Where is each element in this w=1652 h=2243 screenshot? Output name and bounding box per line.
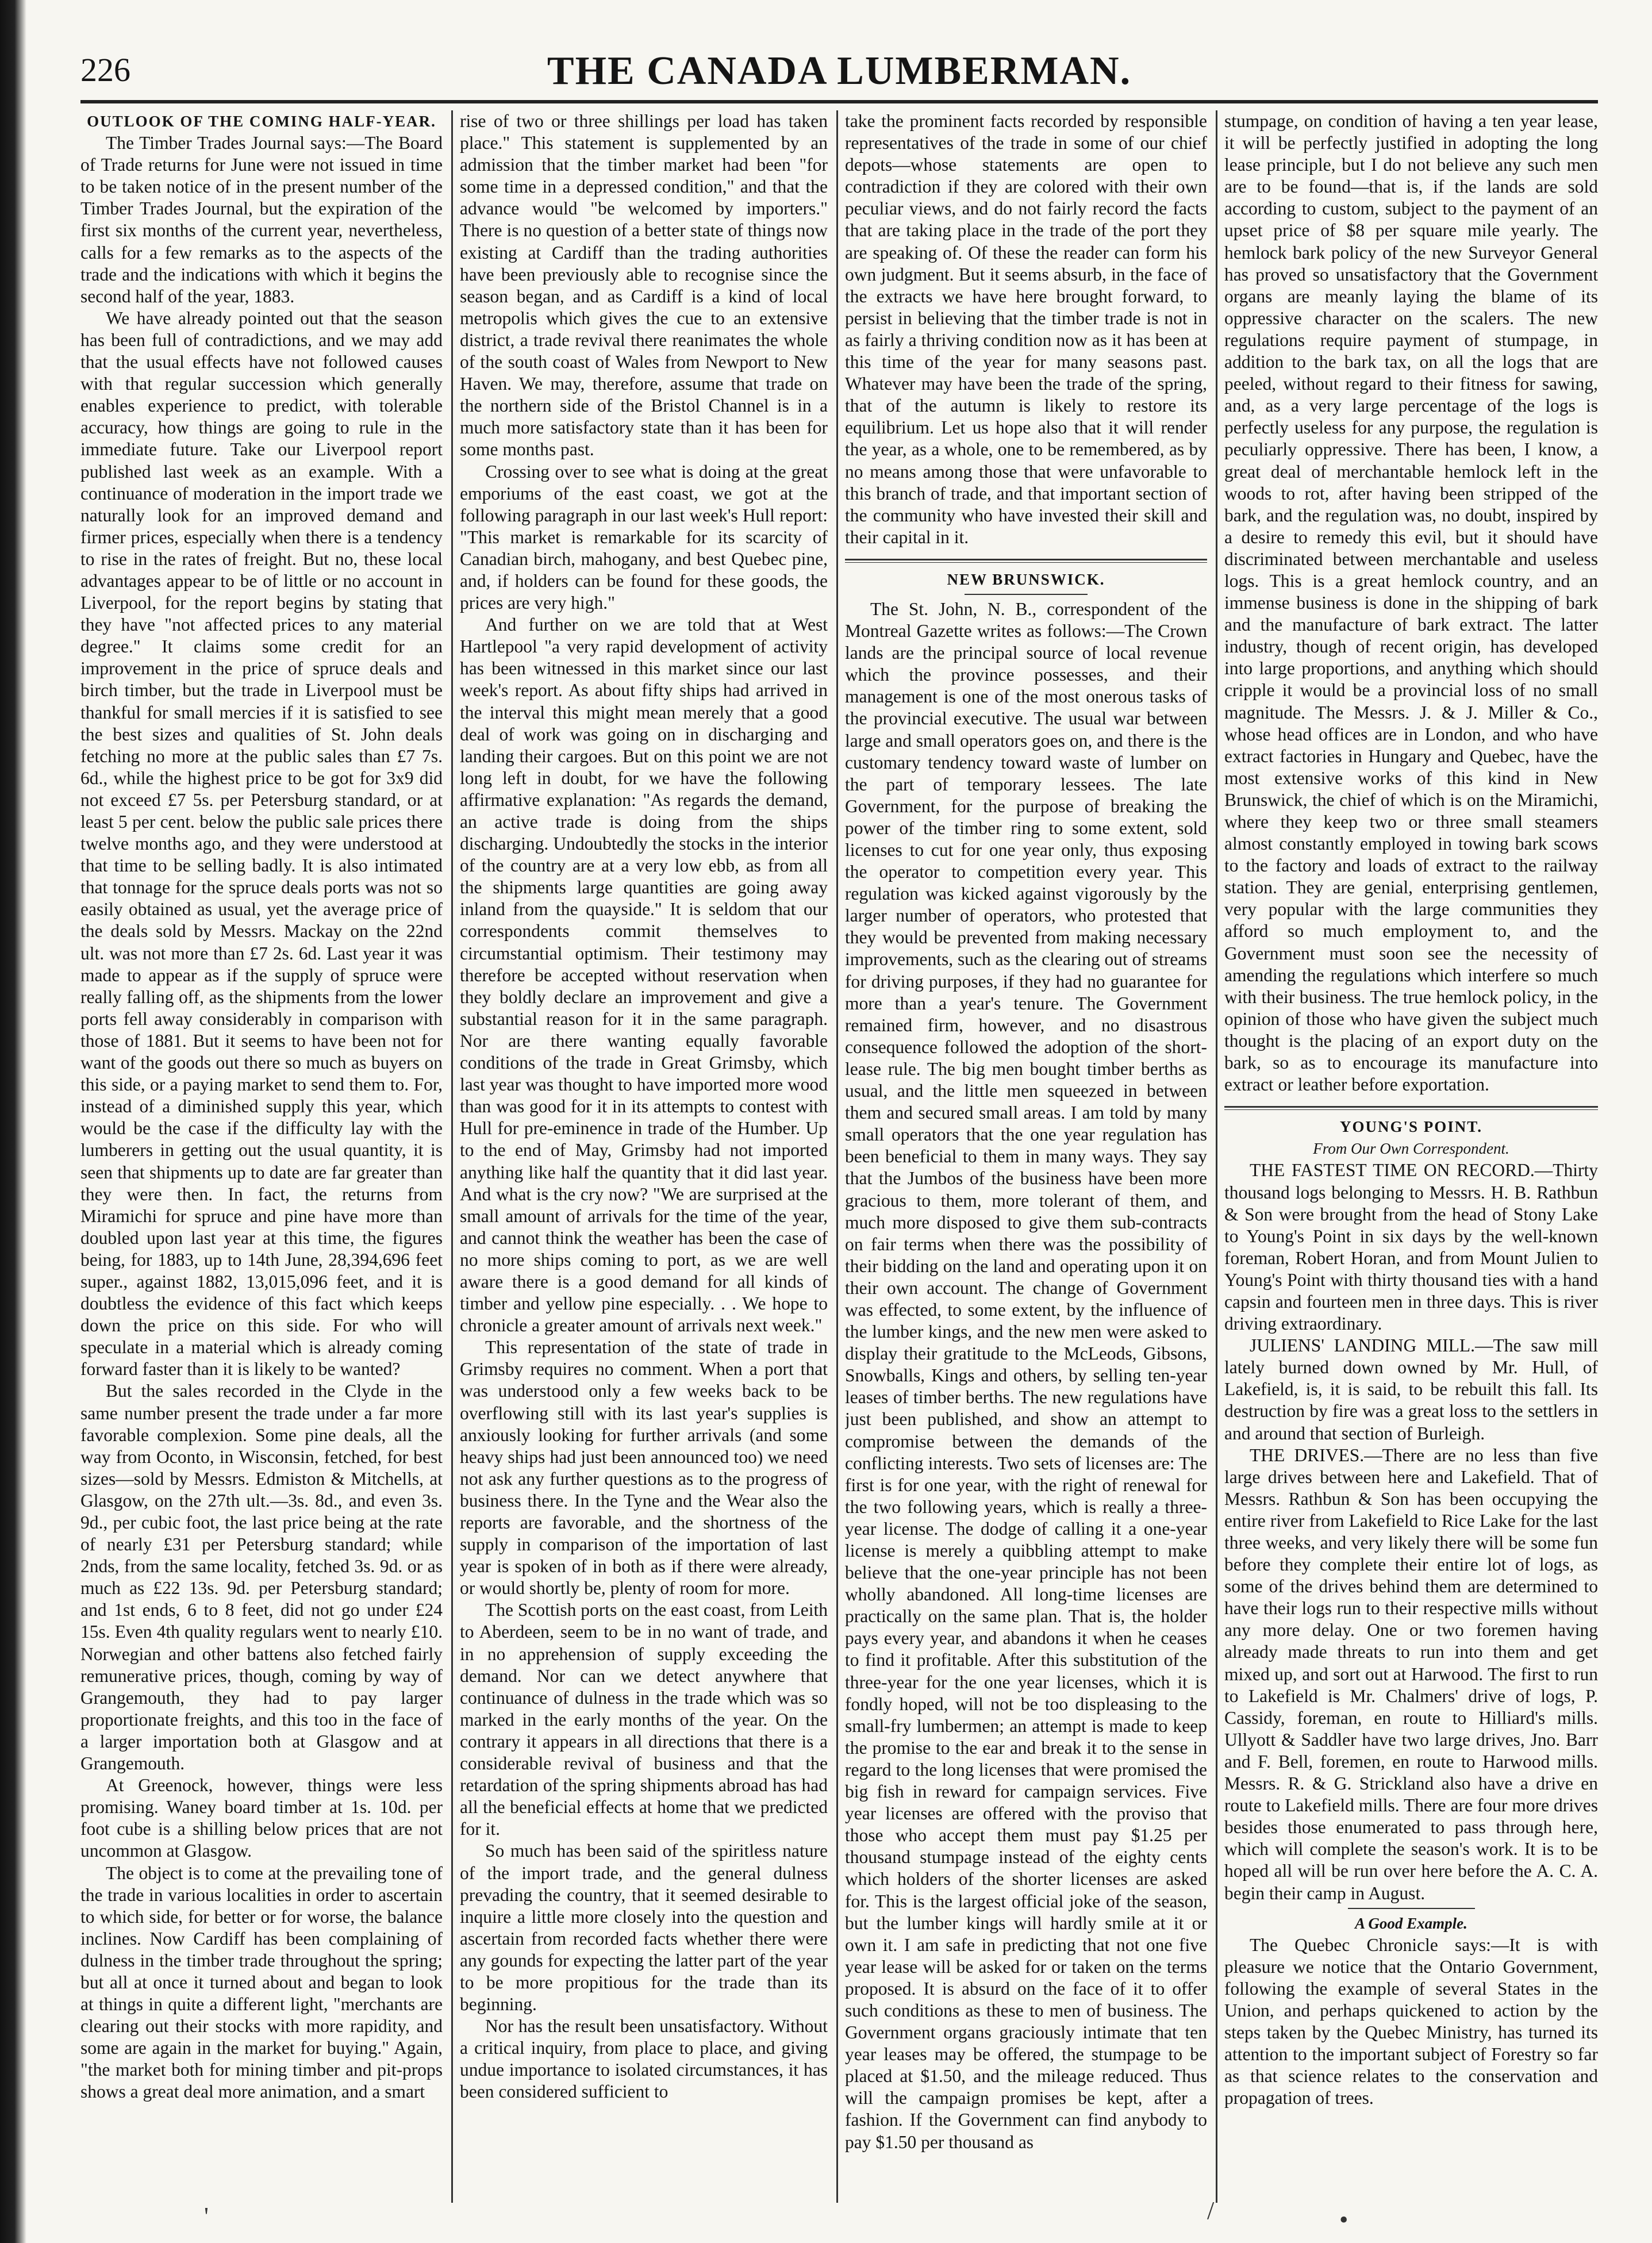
- column-3: [845, 110, 1207, 2214]
- paragraph: THE FASTEST TIME ON RECORD.—Thirty thousand logs belonging to Messrs. H. B. Rathbun & Son were brought from the head of Stony Lake to Young's Point in six days by the well-known foreman, Robert Horan, and from Mount Julien to Young's Point with thirty thousand ties with a hand capsin and fourteen men in three days. This is river driving extraordinary.: [1224, 1160, 1598, 1334]
- footer-mark: /: [1207, 2196, 1215, 2225]
- paragraph: At Greenock, however, things were less promising. Waney board timber at 1s. 10d. per foot cube is a shilling below prices that are not uncommon at Glasgow.: [80, 1775, 443, 1861]
- section-divider: [1224, 1106, 1598, 1110]
- paragraph: We have already pointed out that the season has been full of contradictions, and we may add that the usual effects have not followed causes with that regular succession which generally enables experience to predict, with tolerable accuracy, how things are going to rule in the immediate future. Take our Liverpool report published last week as an example. With a continuance of moderation in the import trade we naturally look for an improved demand and firmer prices, especially when there is a tendency to rise in the rates of freight. But no, these local advantages appear to be of little or no account in Liverpool, for the report begins by stating that they have "not affected prices to any material degree." It claims some credit for an improvement in the price of spruce deals and birch timber, but the trade in Liverpool must be thankful for small mercies if it is satisfied to see the best sizes and qualities of St. John deals fetching no more at the public sales than £7 7s. 6d., while the highest price to be got for 3x9 did not exceed £7 5s. per Petersburg standard, or at least 5 per cent. below the public sale prices there twelve months ago, and they were understood at that time to be selling badly. It is also intimated that tonnage for the spruce deals ports was not so easily obtained as usual, yet the average price of the deals sold by Messrs. Mackay on the 22nd ult. was not more than £7 2s. 6d. Last year it was made to appear as if the supply of spruce were really falling off, as the shipments from the lower ports fell away considerably in comparison with those of 1881. But it seems to have been not for want of the goods out there so much as buyers on this side, or a paying market to send them to. For, instead of a diminished supply this year, which would be the case if the difficulty lay with the lumberers in getting out the usual quantity, it is seen that shipments up to date are far greater than they were then. In fact, the returns from Miramichi for spruce and pine have more than doubled upon last year at this time, the figures being, for 1883, up to 14th June, 28,394,696 feet super., against 1882, 13,015,096 feet, and it is doubtless the evidence of this fact which keeps down the price on this side. For who will speculate in a material which is already coming forward faster than it is likely to be wanted?: [80, 308, 443, 1380]
- paragraph: But the sales recorded in the Clyde in the same number present the trade under a far more favorable complexion. Some pine deals, all the way from Oconto, in Wisconsin, fetched, for best sizes—sold by Messrs. Edmiston & Mitchells, at Glasgow, on the 27th ult.—3s. 8d., and even 3s. 9d., per cubic foot, the last price being at the rate of nearly £31 per Petersburg standard; while 2nds, from the same locality, fetched 3s. 9d. or as much as £22 13s. 9d. per Petersburg standard; and 1st ends, 6 to 8 feet, did not go under £24 15s. Even 4th quality regulars went to nearly £10. Norwegian and other battens also fetched fairly remunerative prices, though, coming by way of Grangemouth, they had to pay larger proportionate freights, and this too in the face of a larger importation both at Glasgow and at Grangemouth.: [80, 1381, 443, 1774]
- section-divider: [1348, 1908, 1475, 1909]
- paragraph: This representation of the state of trade in Grimsby requires no comment. When a port that was understood only a few weeks back to be overflowing still with its last year's supplies is anxiously looking for further arrivals (and some heavy ships had just been announced too) we need not ask any further questions as to the progress of business there. In the Tyne and the Wear also the reports are favorable, and the shortness of the supply in comparison of the importation of last year is spoken of in both as if there were already, or would shortly be, plenty of room for more.: [460, 1337, 828, 1599]
- header-rule: [80, 100, 1598, 103]
- page-header: [80, 48, 1598, 106]
- article-heading-outlook: OUTLOOK OF THE COMING HALF-YEAR.: [87, 113, 436, 130]
- paragraph: And further on we are told that at West Hartlepool "a very rapid development of activity has been witnessed in this market since our last week's report. As about fifty ships had arrived in the interval this might mean merely that a good deal of work was going on in discharging and landing their cargoes. But on this point we are not long left in doubt, for we have the following affirmative explanation: "As regards the demand, an active trade is doing from the ships discharging. Undoubtedly the stocks in the interior of the country are at a very low ebb, as from all the shipments large quantities are going away inland from the quayside." It is seldom that our correspondents commit themselves to circumstantial optimism. Their testimony may therefore be accepted without reservation when they boldly declare an improvement and give a substantial reason for it in the same paragraph. Nor are there wanting equally favorable conditions of the trade in Great Grimsby, which last year was thought to have imported more wood than was good for it in its attempts to contest with Hull for pre-eminence in trade of the Humber. Up to the end of May, Grimsby had not imported anything like half the quantity that it did last year. And what is the cry now? "We are surprised at the small amount of arrivals for the time of the year, and cannot think the weather has been the case of no more ships coming to port, as we are well aware there is a good demand for all kinds of timber and yellow pine especially. . . We hope to chronicle a greater amount of arrivals next week.": [460, 614, 828, 1336]
- paragraph: The Scottish ports on the east coast, from Leith to Aberdeen, seem to be in no want of trade, and in no apprehension of supply exceeding the demand. Nor can we detect anywhere that continuance of dulness in the trade which was so marked in the early months of the year. On the contrary it appears in all directions that there is a considerable revival of business and that the retardation of the spring shipments abroad has had all the beneficial effects at home that we predicted for it.: [460, 1600, 828, 1839]
- column-4: [1224, 110, 1598, 2214]
- paragraph: JULIENS' LANDING MILL.—The saw mill lately burned down owned by Mr. Hull, of Lakefield, is, it is said, to be rebuilt this fall. Its destruction by fire was a great loss to the settlers in and around that section of Burleigh.: [1224, 1335, 1598, 1443]
- paragraph: Crossing over to see what is doing at the great emporiums of the east coast, we got at the following paragraph in our last week's Hull report: "This market is remarkable for its scarcity of Canadian birch, mahogany, and best Quebec pine, and, if holders can be found for these goods, the prices are very high.": [460, 461, 828, 613]
- column-rule-2: [836, 110, 838, 2203]
- column-rule-3: [1216, 110, 1217, 2203]
- scan-edge: [0, 0, 26, 2243]
- masthead-title: THE CANADA LUMBERMAN.: [547, 49, 1132, 93]
- column-2: [460, 110, 828, 2214]
- paragraph: The object is to come at the prevailing tone of the trade in various localities in order to ascertain to which side, for better or for worse, the balance inclines. Now Cardiff has been complaining of dulness in the timber trade throughout the spring; but all at once it turned about and began to look at things in quite a different light, "merchants are clearing out their stocks with more rapidity, and some are again in the market for buying." Again, "the market both for mining timber and pit-props shows a great deal more animation, and a smart: [80, 1862, 443, 2102]
- paragraph: stumpage, on condition of having a ten year lease, it will be perfectly justified in adopting the long lease principle, but I do not believe any such men are to be found—that is, if the lands are sold according to custom, subject to the payment of an upset price of $8 per square mile yearly. The hemlock bark policy of the new Surveyor General has proved so unsatisfactory that the Government organs are meanly laying the blame of its oppressive character on the scalers. The new regulations require payment of stumpage, in addition to the bark tax, on all the logs that are peeled, without regard to their fitness for sawing, and, as a very large percentage of the logs is perfectly useless for any purpose, the regulation is peculiarly oppressive. There has been, I know, a great deal of merchantable hemlock left in the woods to rot, after having been stripped of the bark, and the regulation was, no doubt, inspired by a desire to remedy this evil, but it should have discriminated between merchantable and useless logs. This is a great hemlock country, and an immense business is done in the shipping of bark and the manufacture of bark extract. The latter industry, though of recent origin, has developed into large proportions, and anything which should cripple it would be a provincial loss of no small magnitude. The Messrs. J. & J. Miller & Co., whose head offices are in London, and who have extract factories in Hungary and Quebec, have the most extensive works of this kind in New Brunswick, the chief of which is on the Miramichi, where they keep two or three small steamers almost constantly employed in towing bark scows to the factory and loads of extract to the railway station. They are genial, enterprising gentlemen, very popular with the large communities they afford so much employment to, and the Government must soon see the necessity of amending the regulations which interfere so much with their business. The true hemlock policy, in the opinion of those who have given the subject much thought is the placing of an export duty on the bark, so as to encourage its manufacture into extract or leather before exportation.: [1224, 111, 1598, 1095]
- article-heading-new-brunswick: NEW BRUNSWICK.: [947, 570, 1105, 588]
- paragraph: take the prominent facts recorded by responsible representatives of the trade in some of our chief depots—whose statements are open to contradiction if they are colored with their own peculiar views, and do not fairly record the facts that are taking place in the trade of the port they are speaking of. Of these the reader can form his own judgment. But it seems absurb, in the face of the extracts we have here brought forward, to persist in believing that the timber trade is not in as fairly a thriving condition now as it has been at this time of the year for many seasons past. Whatever may have been the trade of the spring, that of the autumn is likely to restore its equilibrium. Let us hope also that it will render the year, as a whole, one to be remembered, as by no means among those that were unfavorable to this branch of trade, and that important section of the community who have invested their skill and their capital in it.: [845, 111, 1207, 547]
- page-number: 226: [80, 51, 130, 89]
- paragraph: rise of two or three shillings per load has taken place." This statement is supplemented by an admission that the timber market had been "for some time in a depressed condition," and that the advance would "be welcomed by importers." There is no question of a better state of things now existing at Cardiff than the trading authorities have been previously able to recognise since the season began, and as Cardiff is a kind of local metropolis which gives the cue to an extensive district, a trade revival there reanimates the whole of the south coast of Wales from Newport to New Haven. We may, therefore, assume that trade on the northern side of the Bristol Channel is in a much more satisfactory state than it has been for some months past.: [460, 111, 828, 460]
- footer-mark: •: [1339, 2206, 1349, 2234]
- paragraph: So much has been said of the spiritless nature of the import trade, and the general dulness prevading the country, that it seemed desirable to inquire a little more closely into the question and ascertain from recorded facts whether there were any gounds for expecting the latter part of the year to be more propitious for the trade than its beginning.: [460, 1841, 828, 2015]
- paragraph: THE DRIVES.—There are no less than five large drives between here and Lakefield. That of Messrs. Rathbun & Son has been occupying the entire river from Lakefield to Rice Lake for the last three weeks, and very likely there will be some fun before they complete their entire lot of logs, as some of the drives behind them are determined to have their logs run to their respective mills without any more delay. One or two foremen having already made threats to run into them and get mixed up, and sort out at Harwood. The first to run to Lakefield is Mr. Chalmers' drive of logs, P. Cassidy, foreman, en route to Hilliard's mills. Ullyott & Saddler have two large drives, Jno. Barr and F. Bell, foremen, en route to Harwood mills. Messrs. R. & G. Strickland also have a drive en route to Lakefield mills. There are four more drives besides those enumerated to pass through here, which will complete the season's work. It is to be hoped all will be run over here before the A. C. A. begin their camp in August.: [1224, 1445, 1598, 1903]
- column-1: [80, 110, 443, 2214]
- paragraph: The St. John, N. B., correspondent of the Montreal Gazette writes as follows:—The Crown lands are the principal source of local revenue which the province possesses, and their management is one of the most onerous tasks of the provincial executive. The usual war between large and small operators goes on, and there is the customary tendency toward waste of lumber on the part of temporary lessees. The late Government, for the purpose of breaking the power of the timber ring to some extent, sold licenses to cut for one year only, thus exposing the operator to competition every year. This regulation was kicked against vigorously by the larger number of operators, who protested that they would be prevented from making necessary improvements, such as the clearing out of streams for driving purposes, if they had no guarantee for more than a year's tenure. The Government remained firm, however, and no disastrous consequence followed the adoption of the short-lease rule. The big men bought timber berths as usual, and the little men squeezed in between them and secured small areas. I am told by many small operators that the one year regulation has been beneficial to them in many ways. They say that the Jumbos of the business have been more gracious to them, more tolerant of them, and much more disposed to give them sub-contracts on fair terms when there was the possibility of their bidding on the land and operating upon it on their own account. The change of Government was effected, to some extent, by the influence of the lumber kings, and the new men were asked to display their gratitude to the McLeods, Gibsons, Snowballs, Kings and others, by selling ten-year leases of timber berths. The new regulations have just been published, and show an attempt to compromise between the demands of the conflicting interests. Two sets of licenses are: The first is for one year, with the right of renewal for the two following years, which is really a three-year license. The dodge of calling it a one-year license is merely a quibbling attempt to make believe that the one-year principle has not been wholly abandoned. All long-time licenses are practically on the same plan. That is, the holder pays every year, and abandons it when he ceases to find it profitable. After this substitution of the three-year for the one year licenses, which it is fondly hoped, will not be too displeasing to the small-fry lumbermen; an attempt is made to keep the promise to the ear and break it to the sense in regard to the long licenses that were promised the big fish in reward for campaign services. Five year licenses are offered with the proviso that those who accept them must pay $1.25 per thousand stumpage instead of the eighty cents which holders of the shorter licenses are asked for. This is the largest official joke of the season, but the lumber kings will hardly smile at it or own it. I am safe in predicting that not one five year lease will be asked for or taken on the terms proposed. It is absurd on the face of it to offer such conditions as these to men of business. The Government organs graciously intimate that ten year leases may be offered, the stumpage to be placed at $1.50, and the mileage reduced. Thus will the campaign promises be kept, after a fashion. If the Government can find anybody to pay $1.50 per thousand as: [845, 598, 1207, 2152]
- footer-mark: ': [204, 2202, 209, 2230]
- heading-underline: [965, 594, 1088, 595]
- article-heading-youngs-point: YOUNG'S POINT.: [1339, 1118, 1483, 1136]
- article-subheading: From Our Own Correspondent.: [1313, 1140, 1509, 1158]
- section-divider: [845, 559, 1207, 563]
- paragraph: Nor has the result been unsatisfactory. Without a critical inquiry, from place to place, and giving undue importance to isolated circumstances, it has been considered sufficient to: [460, 2016, 828, 2102]
- column-rule-1: [451, 110, 453, 2203]
- paragraph: The Quebec Chronicle says:—It is with pleasure we notice that the Ontario Government, following the example of several States in the Union, and perhaps quickened to action by the steps taken by the Quebec Ministry, has turned its attention to the important subject of Forestry so far as that science relates to the conservation and propagation of trees.: [1224, 1934, 1598, 2108]
- article-heading-good-example: A Good Example.: [1355, 1914, 1467, 1932]
- paragraph: The Timber Trades Journal says:—The Board of Trade returns for June were not issued in time to be taken notice of in the present number of the Timber Trades Journal, but the expiration of the first six months of the current year, nevertheless, calls for a few remarks as to the aspects of the trade and the indications with which it begins the second half of the year, 1883.: [80, 133, 443, 306]
